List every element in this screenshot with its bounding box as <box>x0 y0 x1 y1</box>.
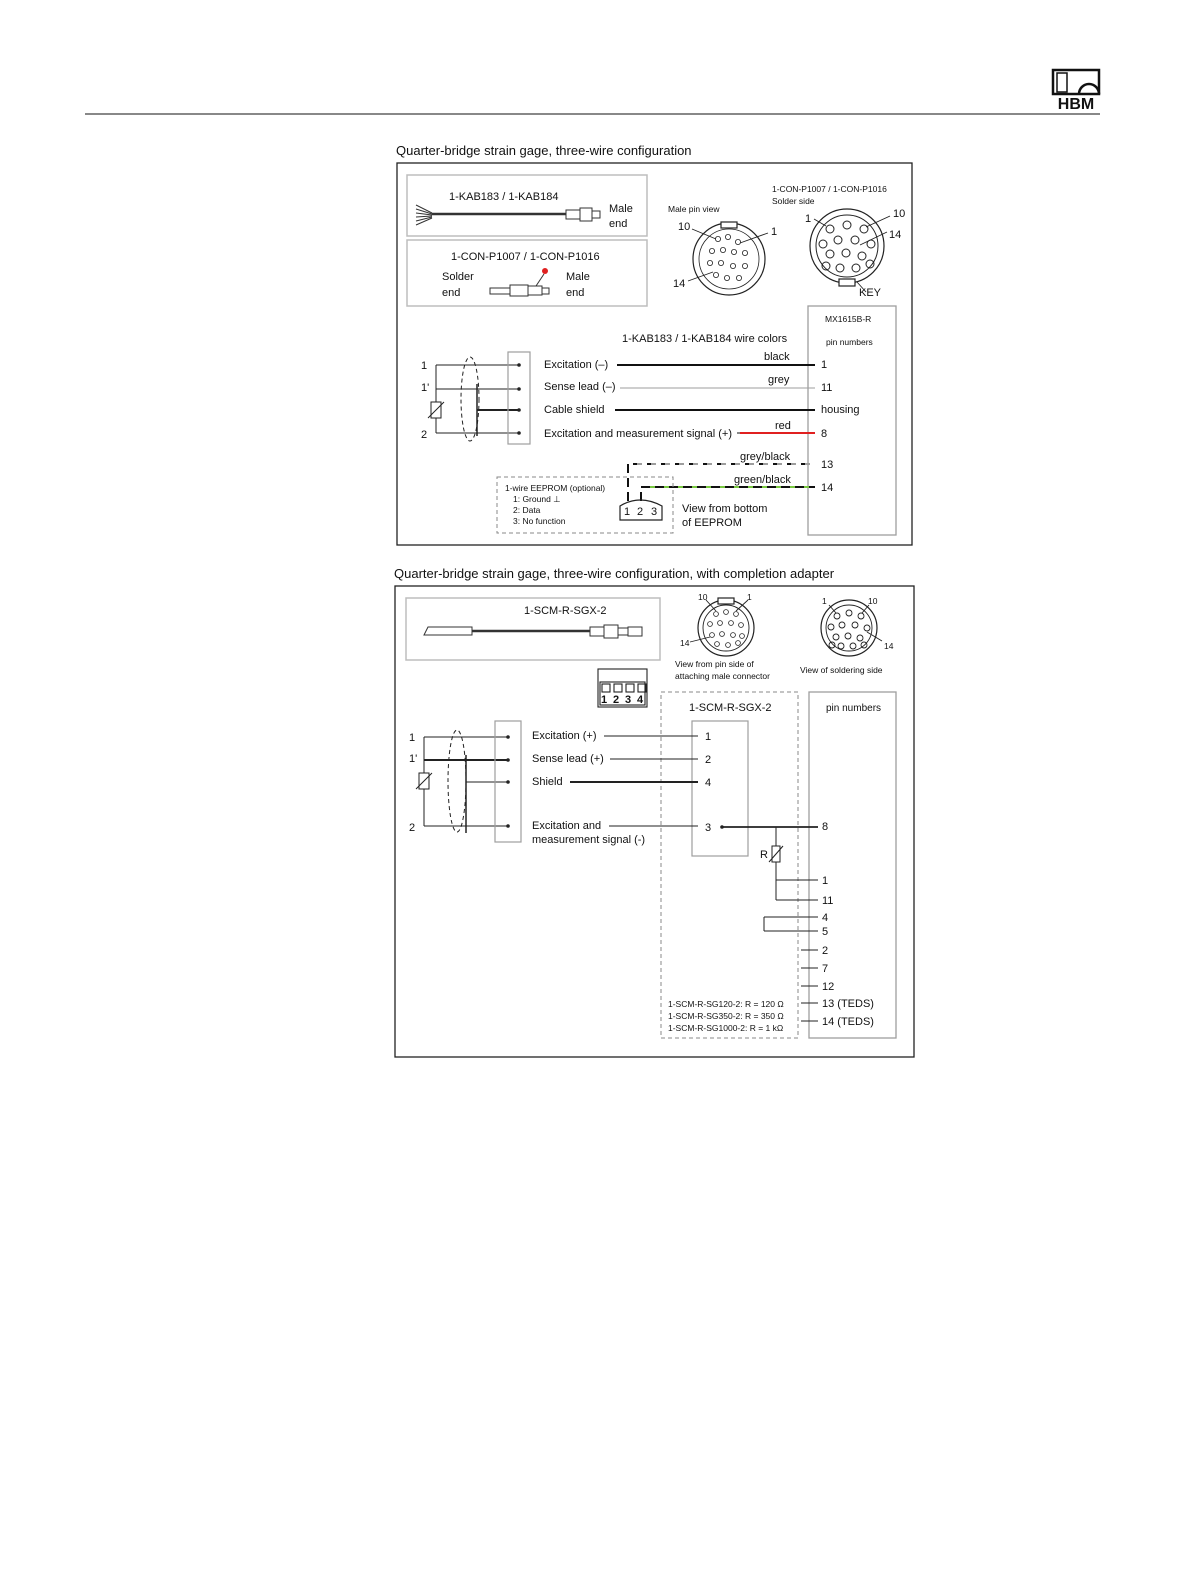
pinside-pin-14: 14 <box>680 638 690 648</box>
solder-side-label-1: 1-CON-P1007 / 1-CON-P1016 <box>772 184 887 194</box>
mx-label: MX1615B-R <box>825 314 872 324</box>
male-end-label-2: end <box>566 287 585 299</box>
eeprom-pin-3: 3 <box>651 506 658 518</box>
signal-excitation-measurement: Excitation and measurement signal (+) <box>544 428 733 440</box>
pinside-pin-10: 10 <box>698 592 708 602</box>
resistor-label: R <box>760 849 768 861</box>
connector-con-label: 1-CON-P1007 / 1-CON-P1016 <box>451 251 600 263</box>
red-marker-dot <box>542 268 548 274</box>
signal-cable-shield: Cable shield <box>544 404 605 416</box>
fig2-pin-5: 5 <box>822 926 829 938</box>
adapter-cable-icon <box>424 625 642 638</box>
bridge1-label-1: 1 <box>421 360 428 372</box>
eeprom-item-2: 2: Data <box>513 505 541 515</box>
soldering-pin-1: 1 <box>822 596 827 606</box>
wire-color-grey-black: grey/black <box>740 451 791 463</box>
adapter-dashed-box <box>661 692 798 1038</box>
fig2-signal-excitation-measurement-2: measurement signal (-) <box>532 834 646 846</box>
solder-end-label-1: Solder <box>442 271 474 283</box>
mx-pin-13: 13 <box>821 459 834 471</box>
bridge2-label-1p: 1' <box>409 753 418 765</box>
wire-colors-title: 1-KAB183 / 1-KAB184 wire colors <box>622 333 788 345</box>
bridge-circuit-1 <box>428 352 530 444</box>
fig2-pin-4: 4 <box>822 912 829 924</box>
adapter-pin-2: 2 <box>705 754 712 766</box>
bridge-terminals-2 <box>506 735 510 828</box>
eeprom-title: 1-wire EEPROM (optional) <box>505 483 606 493</box>
male-end-label-1: Male <box>566 271 590 283</box>
wire-color-red: red <box>775 420 791 432</box>
pin-side-connector-icon <box>690 598 754 656</box>
fig2-signal-shield: Shield <box>532 776 563 788</box>
pinside-caption-1: View from pin side of <box>675 659 754 669</box>
soldering-side-connector-icon <box>821 600 882 656</box>
adapter-inner-box <box>692 721 748 856</box>
adapter-box-label: 1-SCM-R-SGX-2 <box>689 702 772 714</box>
eeprom-view-label-1: View from bottom <box>682 503 768 515</box>
eeprom-item-1: 1: Ground ⊥ <box>513 494 561 504</box>
junction-dot <box>720 825 724 829</box>
solder-end-label-2: end <box>442 287 461 299</box>
cable-kab-icon <box>416 205 600 225</box>
bridge1-label-1p: 1' <box>421 382 430 394</box>
figure2-title: Quarter-bridge strain gage, three-wire configuration, with completion adapter <box>394 566 835 581</box>
wire-green-black <box>641 487 815 501</box>
male-pin-view-label: Male pin view <box>668 204 720 214</box>
variant-sg350: 1-SCM-R-SG350-2: R = 350 Ω <box>668 1011 784 1021</box>
fig2-pin-1: 1 <box>822 875 829 887</box>
wire-color-green-black: green/black <box>734 474 791 486</box>
eeprom-item-3: 3: No function <box>513 516 566 526</box>
dip-switch-4: 4 <box>637 694 644 706</box>
figure1-title: Quarter-bridge strain gage, three-wire configuration <box>396 143 692 158</box>
cable-end-label-2: end <box>609 218 628 230</box>
dip-switch-1: 1 <box>601 694 608 706</box>
variant-sg120: 1-SCM-R-SG120-2: R = 120 Ω <box>668 999 784 1009</box>
fig2-pin-numbers-label: pin numbers <box>826 703 882 714</box>
signal-excitation-neg: Excitation (–) <box>544 359 609 371</box>
male-pin-1: 1 <box>771 226 778 238</box>
fig2-signal-sense-lead-pos: Sense lead (+) <box>532 753 604 765</box>
bridge2-label-1: 1 <box>409 732 416 744</box>
key-label: KEY <box>859 287 882 299</box>
eeprom-view-label-2: of EEPROM <box>682 517 742 529</box>
mx-pin-1: 1 <box>821 359 828 371</box>
mx-pin-housing: housing <box>821 404 860 416</box>
male-pin-14: 14 <box>673 278 686 290</box>
connector-con-box <box>407 240 647 306</box>
solder-pin-10: 10 <box>893 208 906 220</box>
pinside-pin-1: 1 <box>747 592 752 602</box>
fig2-pin-14-teds: 14 (TEDS) <box>822 1016 874 1028</box>
bridge-terminals-1 <box>517 363 521 435</box>
fig2-signal-wires <box>570 736 698 826</box>
fig2-pin-8: 8 <box>822 821 829 833</box>
bridge1-label-2: 2 <box>421 429 428 441</box>
bridge2-label-2: 2 <box>409 822 416 834</box>
soldering-pin-10: 10 <box>868 596 878 606</box>
eeprom-pin-1: 1 <box>624 506 631 518</box>
adapter-pin-1: 1 <box>705 731 712 743</box>
fig2-pin-2: 2 <box>822 945 829 957</box>
connector-plug-icon <box>490 274 549 296</box>
wire-color-black: black <box>764 351 790 363</box>
adapter-pin-4: 4 <box>705 777 712 789</box>
solder-pin-14: 14 <box>889 229 902 241</box>
fig2-pin-7: 7 <box>822 963 829 975</box>
adapter-cable-box <box>406 598 660 660</box>
male-pin-connector-icon <box>688 222 768 295</box>
mx-pin-11: 11 <box>821 382 833 394</box>
solder-side-connector-icon <box>810 209 890 292</box>
adapter-pin-3: 3 <box>705 822 712 834</box>
solder-pin-1: 1 <box>805 213 812 225</box>
wire-color-grey: grey <box>768 374 790 386</box>
logo-text: HBM <box>1057 96 1095 113</box>
adapter-cable-label: 1-SCM-R-SGX-2 <box>524 605 607 617</box>
fig2-pin-12: 12 <box>822 981 835 993</box>
dip-switch-2: 2 <box>613 694 620 706</box>
cable-kab-box <box>407 175 647 236</box>
eeprom-pin-2: 2 <box>637 506 644 518</box>
signal-sense-lead-neg: Sense lead (–) <box>544 381 616 393</box>
cable-kab-label: 1-KAB183 / 1-KAB184 <box>449 191 559 203</box>
mx-pin-numbers-label: pin numbers <box>826 337 873 347</box>
fig2-signal-excitation-measurement-1: Excitation and <box>532 820 602 832</box>
soldering-pin-14: 14 <box>884 641 894 651</box>
hbm-logo <box>1053 70 1099 113</box>
male-pin-10: 10 <box>678 221 691 233</box>
cable-end-label-1: Male <box>609 203 633 215</box>
fig2-signal-excitation-pos: Excitation (+) <box>532 730 597 742</box>
variant-sg1000: 1-SCM-R-SG1000-2: R = 1 kΩ <box>668 1023 784 1033</box>
solder-side-label-2: Solder side <box>772 196 815 206</box>
soldering-caption: View of soldering side <box>800 665 883 675</box>
pinside-caption-2: attaching male connector <box>675 671 770 681</box>
fig2-pin-13-teds: 13 (TEDS) <box>822 998 874 1010</box>
mx-pin-14: 14 <box>821 482 834 494</box>
mx-pin-8: 8 <box>821 428 828 440</box>
bridge-circuit-2 <box>416 721 521 842</box>
fig2-pin-11: 11 <box>822 895 834 907</box>
dip-switch-3: 3 <box>625 694 632 706</box>
figure2-frame <box>395 586 914 1057</box>
